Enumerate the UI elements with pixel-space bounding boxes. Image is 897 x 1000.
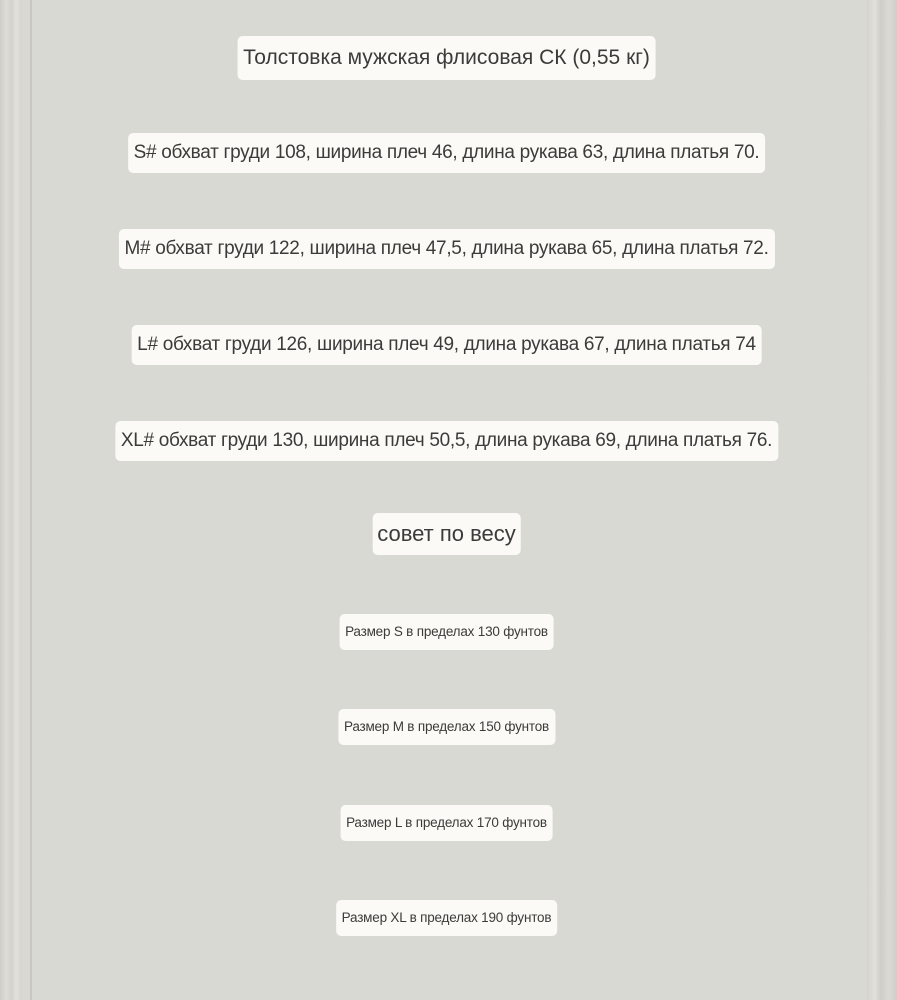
weight-advice-xl: Размер XL в пределах 190 фунтов xyxy=(336,900,558,936)
left-border-decoration xyxy=(0,0,22,1000)
weight-advice-heading: совет по весу xyxy=(372,513,521,555)
content-panel xyxy=(32,0,861,1000)
weight-advice-m: Размер M в пределах 150 фунтов xyxy=(338,709,555,745)
weight-advice-s: Размер S в пределах 130 фунтов xyxy=(339,614,554,650)
size-spec-s: S# обхват груди 108, ширина плеч 46, длина рукава 63, длина платья 70. xyxy=(128,133,766,173)
product-title: Толстовка мужская флисовая СК (0,55 кг) xyxy=(237,36,656,80)
size-spec-m: M# обхват груди 122, ширина плеч 47,5, длина рукава 65, длина платья 72. xyxy=(118,229,774,269)
right-border-decoration xyxy=(867,0,897,1000)
size-spec-xl: XL# обхват груди 130, ширина плеч 50,5, длина рукава 69, длина платья 76. xyxy=(115,421,778,461)
size-spec-l: L# обхват груди 126, ширина плеч 49, длина рукава 67, длина платья 74 xyxy=(131,325,762,365)
weight-advice-l: Размер L в пределах 170 фунтов xyxy=(340,805,553,841)
